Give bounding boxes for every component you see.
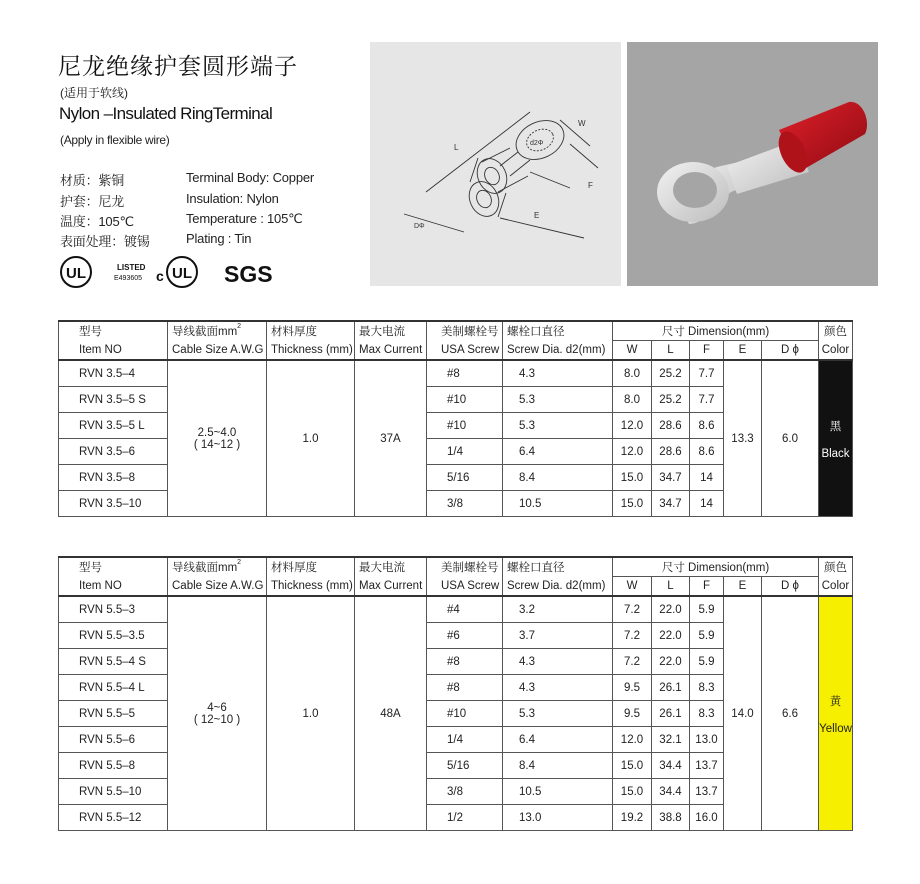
usa-screw: 5/16 — [427, 465, 503, 491]
header-color-zh: 颜色 — [819, 321, 853, 341]
dim-f: 5.9 — [690, 623, 724, 649]
spec-temperature-zh: 温度：105℃ — [60, 214, 134, 229]
item-no: RVN 3.5–5 S — [59, 387, 168, 413]
item-no: RVN 3.5–5 L — [59, 413, 168, 439]
table-row — [59, 596, 853, 623]
label-d: DΦ — [414, 223, 425, 230]
screw-dia: 3.7 — [503, 623, 613, 649]
header-dia-en: Screw Dia. d2(mm) — [503, 577, 613, 597]
usa-screw: #10 — [427, 387, 503, 413]
svg-text:UL: UL — [172, 265, 192, 282]
cable-size: 2.5~4.0 ( 14~12 ) — [168, 360, 267, 517]
header-l: L — [652, 341, 690, 361]
dim-w: 12.0 — [613, 439, 652, 465]
header-w: W — [613, 341, 652, 361]
color-swatch-yellow: 黄 Yellow — [819, 596, 853, 831]
spec-insulation-zh: 护套：尼龙 — [60, 194, 125, 209]
dim-f: 13.7 — [690, 753, 724, 779]
screw-dia: 4.3 — [503, 649, 613, 675]
label-w: W — [578, 119, 586, 128]
header-e: E — [724, 341, 762, 361]
header-item-en: Item NO — [59, 341, 168, 361]
dim-f: 14 — [690, 491, 724, 517]
svg-text:c: c — [156, 268, 164, 284]
dim-w: 8.0 — [613, 387, 652, 413]
header-screw-en: USA Screw — [427, 577, 503, 597]
dim-f: 5.9 — [690, 596, 724, 623]
screw-dia: 5.3 — [503, 413, 613, 439]
dim-w: 7.2 — [613, 649, 652, 675]
screw-dia: 13.0 — [503, 805, 613, 831]
header-current-en: Max Current — [355, 577, 427, 597]
header-thickness-en: Thickness (mm) — [267, 341, 355, 361]
usa-screw: 1/4 — [427, 439, 503, 465]
dim-l: 38.8 — [652, 805, 690, 831]
dim-w: 9.5 — [613, 701, 652, 727]
dim-e: 13.3 — [724, 360, 762, 517]
cable-size: 4~6 ( 12~10 ) — [168, 596, 267, 831]
spec-plating-zh: 表面处理：镀锡 — [60, 234, 150, 249]
header-thickness-zh: 材料厚度 — [267, 321, 355, 341]
usa-screw: 3/8 — [427, 779, 503, 805]
dim-l: 34.4 — [652, 753, 690, 779]
dim-w: 7.2 — [613, 623, 652, 649]
dim-f: 16.0 — [690, 805, 724, 831]
dim-w: 8.0 — [613, 360, 652, 387]
screw-dia: 5.3 — [503, 701, 613, 727]
spec-table-rvn55 — [58, 556, 853, 831]
ul-file-number: E493605 — [114, 275, 143, 282]
dimension-drawing — [370, 42, 621, 286]
usa-screw: 3/8 — [427, 491, 503, 517]
product-photo — [627, 42, 878, 286]
header-cable-en: Cable Size A.W.G — [168, 577, 267, 597]
header-color-en: Color — [819, 341, 853, 361]
dim-l: 22.0 — [652, 596, 690, 623]
dim-d: 6.0 — [762, 360, 819, 517]
dim-l: 22.0 — [652, 623, 690, 649]
header-dia-zh: 螺栓口直径 — [503, 321, 613, 341]
screw-dia: 5.3 — [503, 387, 613, 413]
dim-f: 5.9 — [690, 649, 724, 675]
header-thickness-zh: 材料厚度 — [267, 557, 355, 577]
header-item-en: Item NO — [59, 577, 168, 597]
usa-screw: 5/16 — [427, 753, 503, 779]
header-dimension: 尺寸 Dimension(mm) — [613, 321, 819, 341]
dim-w: 15.0 — [613, 779, 652, 805]
header-screw-en: USA Screw — [427, 341, 503, 361]
usa-screw: 1/2 — [427, 805, 503, 831]
dim-w: 15.0 — [613, 491, 652, 517]
header-cable-en: Cable Size A.W.G — [168, 341, 267, 361]
spec-material-zh: 材质：紫铜 — [60, 173, 125, 188]
screw-dia: 4.3 — [503, 675, 613, 701]
screw-dia: 4.3 — [503, 360, 613, 387]
label-e: E — [534, 211, 540, 220]
header-w: W — [613, 577, 652, 597]
screw-dia: 6.4 — [503, 727, 613, 753]
dim-f: 13.7 — [690, 779, 724, 805]
header-color-zh: 颜色 — [819, 557, 853, 577]
usa-screw: #8 — [427, 360, 503, 387]
thickness: 1.0 — [267, 596, 355, 831]
spec-plating-en: Plating : Tin — [186, 231, 252, 246]
color-swatch-black: 黑 Black — [819, 360, 853, 517]
header-color-en: Color — [819, 577, 853, 597]
header-cable-zh: 导线截面$mm^2$ — [168, 557, 267, 577]
screw-dia: 8.4 — [503, 753, 613, 779]
thickness: 1.0 — [267, 360, 355, 517]
item-no: RVN 5.5–3 — [59, 596, 168, 623]
dim-l: 34.7 — [652, 465, 690, 491]
svg-text:UL: UL — [66, 265, 86, 282]
header-e: E — [724, 577, 762, 597]
screw-dia: 10.5 — [503, 491, 613, 517]
header-f: F — [690, 341, 724, 361]
dim-w: 12.0 — [613, 413, 652, 439]
label-f: F — [588, 181, 593, 190]
usa-screw: #4 — [427, 596, 503, 623]
dim-f: 8.6 — [690, 439, 724, 465]
table-row — [59, 360, 853, 387]
header-d: D ϕ — [762, 341, 819, 361]
dim-f: 14 — [690, 465, 724, 491]
cul-logo — [156, 257, 197, 287]
screw-dia: 10.5 — [503, 779, 613, 805]
dim-l: 34.4 — [652, 779, 690, 805]
header-dimension: 尺寸 Dimension(mm) — [613, 557, 819, 577]
dim-w: 12.0 — [613, 727, 652, 753]
item-no: RVN 5.5–12 — [59, 805, 168, 831]
header-thickness-en: Thickness (mm) — [267, 577, 355, 597]
sgs-logo: SGS — [224, 261, 273, 287]
ul-logo — [61, 257, 91, 287]
item-no: RVN 5.5–4 S — [59, 649, 168, 675]
header-screw-zh: 美制螺栓号 — [427, 321, 503, 341]
dim-l: 22.0 — [652, 649, 690, 675]
dim-f: 13.0 — [690, 727, 724, 753]
certification-logos — [58, 254, 288, 290]
usa-screw: #10 — [427, 701, 503, 727]
label-d2: d2Φ — [530, 140, 544, 147]
header-screw-zh: 美制螺栓号 — [427, 557, 503, 577]
header-dia-en: Screw Dia. d2(mm) — [503, 341, 613, 361]
dim-w: 15.0 — [613, 753, 652, 779]
spec-table-rvn35 — [58, 320, 853, 517]
page-title-zh: 尼龙绝缘护套圆形端子 — [58, 53, 298, 79]
usa-screw: 1/4 — [427, 727, 503, 753]
apply-note-en: (Apply in flexible wire) — [60, 133, 170, 147]
screw-dia: 6.4 — [503, 439, 613, 465]
usa-screw: #8 — [427, 649, 503, 675]
item-no: RVN 3.5–10 — [59, 491, 168, 517]
dim-f: 8.3 — [690, 701, 724, 727]
header-l: L — [652, 577, 690, 597]
header-dia-zh: 螺栓口直径 — [503, 557, 613, 577]
item-no: RVN 5.5–8 — [59, 753, 168, 779]
header-d: D ϕ — [762, 577, 819, 597]
item-no: RVN 5.5–5 — [59, 701, 168, 727]
label-l: L — [454, 143, 459, 152]
header-current-zh: 最大电流 — [355, 321, 427, 341]
dim-l: 32.1 — [652, 727, 690, 753]
dim-f: 7.7 — [690, 360, 724, 387]
item-no: RVN 5.5–3.5 — [59, 623, 168, 649]
ul-listed-text: LISTED — [117, 263, 146, 272]
dim-l: 28.6 — [652, 413, 690, 439]
dim-l: 26.1 — [652, 675, 690, 701]
item-no: RVN 3.5–6 — [59, 439, 168, 465]
dim-l: 25.2 — [652, 387, 690, 413]
item-no: RVN 3.5–8 — [59, 465, 168, 491]
spec-insulation-en: Insulation: Nylon — [186, 191, 279, 206]
spec-material-en: Terminal Body: Copper — [186, 170, 315, 185]
dim-w: 19.2 — [613, 805, 652, 831]
header-cable-zh: 导线截面$mm^2$ — [168, 321, 267, 341]
dim-l: 28.6 — [652, 439, 690, 465]
header-item-zh: 型号 — [59, 321, 168, 341]
dim-e: 14.0 — [724, 596, 762, 831]
max-current: 37A — [355, 360, 427, 517]
header-current-en: Max Current — [355, 341, 427, 361]
apply-note-zh: (适用于软线) — [60, 86, 128, 100]
header-item-zh: 型号 — [59, 557, 168, 577]
max-current: 48A — [355, 596, 427, 831]
dim-w: 15.0 — [613, 465, 652, 491]
dim-f: 8.6 — [690, 413, 724, 439]
screw-dia: 8.4 — [503, 465, 613, 491]
dim-d: 6.6 — [762, 596, 819, 831]
page-title-en: Nylon –Insulated RingTerminal — [59, 104, 273, 123]
dim-w: 7.2 — [613, 596, 652, 623]
usa-screw: #10 — [427, 413, 503, 439]
spec-temperature-en: Temperature : 105℃ — [186, 211, 303, 226]
usa-screw: #8 — [427, 675, 503, 701]
screw-dia: 3.2 — [503, 596, 613, 623]
item-no: RVN 5.5–6 — [59, 727, 168, 753]
dim-f: 8.3 — [690, 675, 724, 701]
dim-w: 9.5 — [613, 675, 652, 701]
item-no: RVN 5.5–4 L — [59, 675, 168, 701]
dim-l: 25.2 — [652, 360, 690, 387]
header-f: F — [690, 577, 724, 597]
header-current-zh: 最大电流 — [355, 557, 427, 577]
dim-l: 26.1 — [652, 701, 690, 727]
dim-f: 7.7 — [690, 387, 724, 413]
usa-screw: #6 — [427, 623, 503, 649]
item-no: RVN 5.5–10 — [59, 779, 168, 805]
dim-l: 34.7 — [652, 491, 690, 517]
item-no: RVN 3.5–4 — [59, 360, 168, 387]
